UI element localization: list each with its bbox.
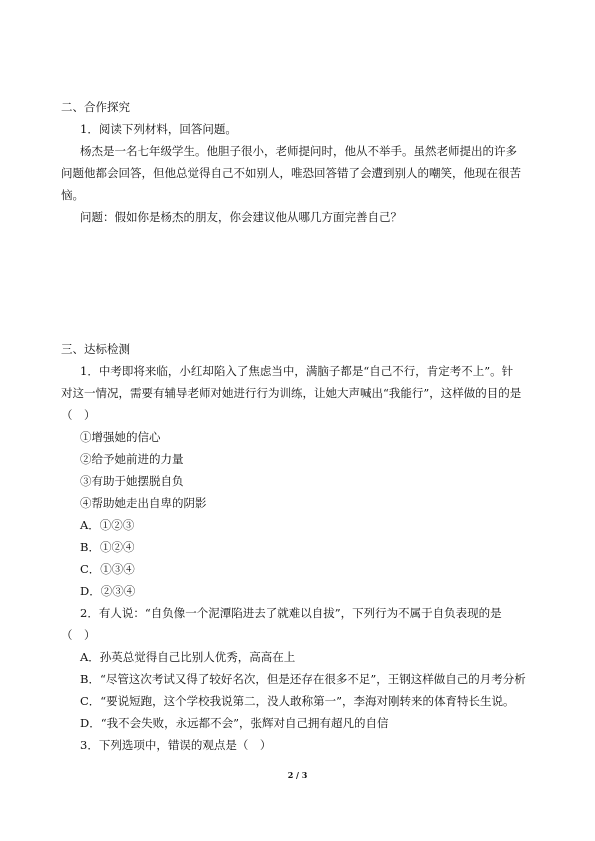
material-text-line: 恼。 — [61, 188, 84, 202]
option-c: C．①③④ — [80, 562, 135, 576]
material-text-line: 问题他都会回答，但他总觉得自己不如别人，唯恐回答错了会遭到别人的嘲笑，他现在很苦 — [61, 166, 521, 180]
option-b: B．①②④ — [80, 540, 135, 554]
option-d: D．②③④ — [80, 584, 136, 598]
option-b: B．“尽管这次考试又得了较好名次，但是还存在很多不足”，王钢这样做自己的月考分析 — [80, 672, 526, 686]
question-1-text: 对这一情况，需要有辅导老师对她进行行为训练，让她大声喊出“我能行”，这样做的目的是 — [61, 386, 522, 400]
question-prompt: 问题：假如你是杨杰的朋友，你会建议他从哪几方面完善自己？ — [80, 210, 402, 224]
statement-item: ③有助于她摆脱自负 — [80, 474, 184, 488]
option-c: C．“要说短跑，这个学校我说第二，没人敢称第一”，李海对刚转来的体育特长生说。 — [80, 694, 515, 708]
question-label: 1．阅读下列材料，回答问题。 — [80, 122, 237, 136]
page-number: 2 / 3 — [287, 770, 308, 780]
section-heading-cooperative-inquiry: 二、合作探究 — [61, 100, 130, 114]
option-a: A．①②③ — [80, 518, 135, 532]
section-heading-assessment: 三、达标检测 — [61, 342, 130, 356]
question-3-text: 3．下列选项中，错误的观点是（ ） — [80, 738, 272, 752]
question-2-text: 2．有人说：“自负像一个泥潭陷进去了就难以自拔”，下列行为不属于自负表现的是 — [80, 606, 502, 620]
statement-item: ②给予她前进的力量 — [80, 452, 184, 466]
option-a: A．孙英总觉得自己比别人优秀，高高在上 — [80, 650, 296, 664]
option-d: D．“我不会失败，永远都不会”，张辉对自己拥有超凡的自信 — [80, 716, 389, 730]
statement-item: ④帮助她走出自卑的阴影 — [80, 496, 207, 510]
question-1-answer-blank: （ ） — [61, 408, 96, 422]
material-text-line: 杨杰是一名七年级学生。他胆子很小，老师提问时，他从不举手。虽然老师提出的许多 — [80, 144, 517, 158]
statement-item: ①增强她的信心 — [80, 430, 161, 444]
question-2-answer-blank: （ ） — [61, 628, 96, 642]
question-1-text: 1．中考即将来临，小红却陷入了焦虑当中，满脑子都是“自己不行，肯定考不上”。针 — [80, 364, 514, 378]
